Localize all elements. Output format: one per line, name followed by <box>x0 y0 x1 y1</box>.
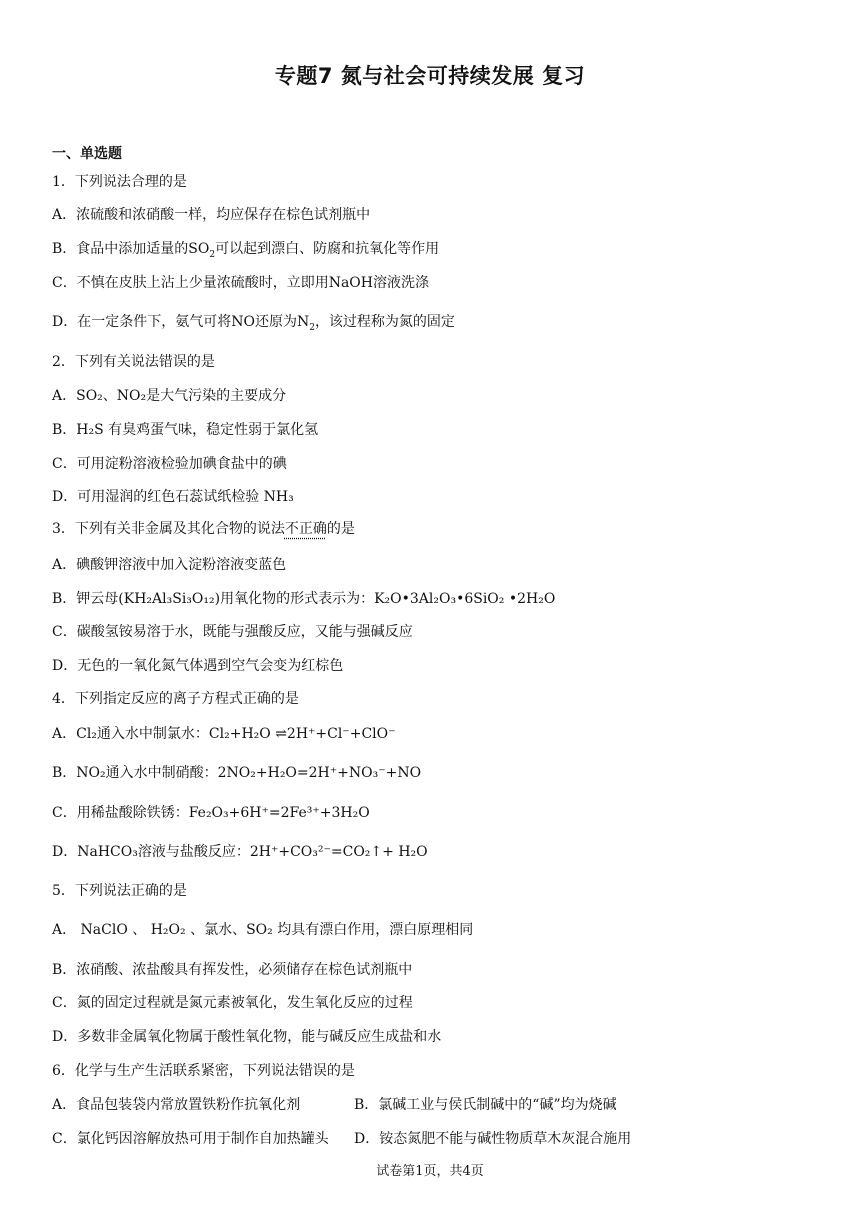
page-footer: 试卷第1页，共4页 <box>376 1164 484 1179</box>
section-heading: 一、单选题 <box>52 146 122 162</box>
q5-option-c: C．氮的固定过程就是氮元素被氧化，发生氧化反应的过程 <box>52 995 413 1011</box>
q6-stem: 6．化学与生产生活联系紧密，下列说法错误的是 <box>52 1063 355 1079</box>
q1-option-a: A．浓硫酸和浓硝酸一样，均应保存在棕色试剂瓶中 <box>52 207 371 223</box>
q6-option-a: A．食品包装袋内常放置铁粉作抗氧化剂 <box>52 1097 301 1113</box>
q5-option-b: B．浓硝酸、浓盐酸具有挥发性，必须储存在棕色试剂瓶中 <box>52 962 413 978</box>
q3-option-a: A．碘酸钾溶液中加入淀粉溶液变蓝色 <box>52 557 287 573</box>
q3-emphasis: 不正确 <box>284 521 327 537</box>
q4-option-a: A．Cl₂通入水中制氯水：Cl₂+H₂O ⇌2H⁺+Cl⁻+ClO⁻ <box>52 726 396 742</box>
q6-option-c: C．氯化钙因溶解放热可用于制作自加热罐头 <box>52 1131 329 1147</box>
q5-option-a: A． NaClO 、 H₂O₂ 、氯水、SO₂ 均具有漂白作用，漂白原理相同 <box>52 922 474 938</box>
q2-stem: 2．下列有关说法错误的是 <box>52 354 215 370</box>
q5-stem: 5．下列说法正确的是 <box>52 883 187 899</box>
q6-option-d: D．铵态氮肥不能与碱性物质草木灰混合施用 <box>354 1131 632 1147</box>
q6-option-b: B．氯碱工业与侯氏制碱中的“碱”均为烧碱 <box>354 1097 617 1113</box>
q2-option-c: C．可用淀粉溶液检验加碘食盐中的碘 <box>52 456 287 472</box>
q4-option-b: B．NO₂通入水中制硝酸：2NO₂+H₂O=2H⁺+NO₃⁻+NO <box>52 765 422 781</box>
q2-option-d: D．可用湿润的红色石蕊试纸检验 NH₃ <box>52 489 294 505</box>
q2-option-a: A．SO₂、NO₂是大气污染的主要成分 <box>52 388 287 404</box>
q3-option-d: D．无色的一氧化氮气体遇到空气会变为红棕色 <box>52 658 344 674</box>
q4-option-c: C．用稀盐酸除铁锈：Fe₂O₃+6H⁺=2Fe³⁺+3H₂O <box>52 805 370 821</box>
q3-stem: 3．下列有关非金属及其化合物的说法不正确的是 <box>52 521 355 537</box>
q3-option-c: C．碳酸氢铵易溶于水，既能与强酸反应，又能与强碱反应 <box>52 624 413 640</box>
q1-option-b: B．食品中添加适量的$SO_2$可以起到漂白、防腐和抗氧化等作用 <box>52 241 440 260</box>
q4-option-d: D．NaHCO₃溶液与盐酸反应：2H⁺+CO₃²⁻=CO₂↑+ H₂O <box>52 844 428 860</box>
q2-option-b: B．H₂S 有臭鸡蛋气味，稳定性弱于氯化氢 <box>52 422 319 438</box>
page-title: 专题7 氮与社会可持续发展 复习 <box>274 64 586 88</box>
q4-stem: 4．下列指定反应的离子方程式正确的是 <box>52 691 299 707</box>
q1-option-c: C．不慎在皮肤上沾上少量浓硫酸时，立即用NaOH溶液洗涤 <box>52 275 429 291</box>
q3-option-b: B．钾云母(KH₂Al₃Si₃O₁₂)用氧化物的形式表示为：K₂O•3Al₂O₃•6SiO₂ •2H₂O <box>52 591 556 607</box>
q5-option-d: D．多数非金属氧化物属于酸性氧化物，能与碱反应生成盐和水 <box>52 1029 442 1045</box>
q1-option-d: D．在一定条件下，氨气可将NO还原为$N_2$，该过程称为氮的固定 <box>52 314 455 333</box>
q1-stem: 1．下列说法合理的是 <box>52 174 187 190</box>
